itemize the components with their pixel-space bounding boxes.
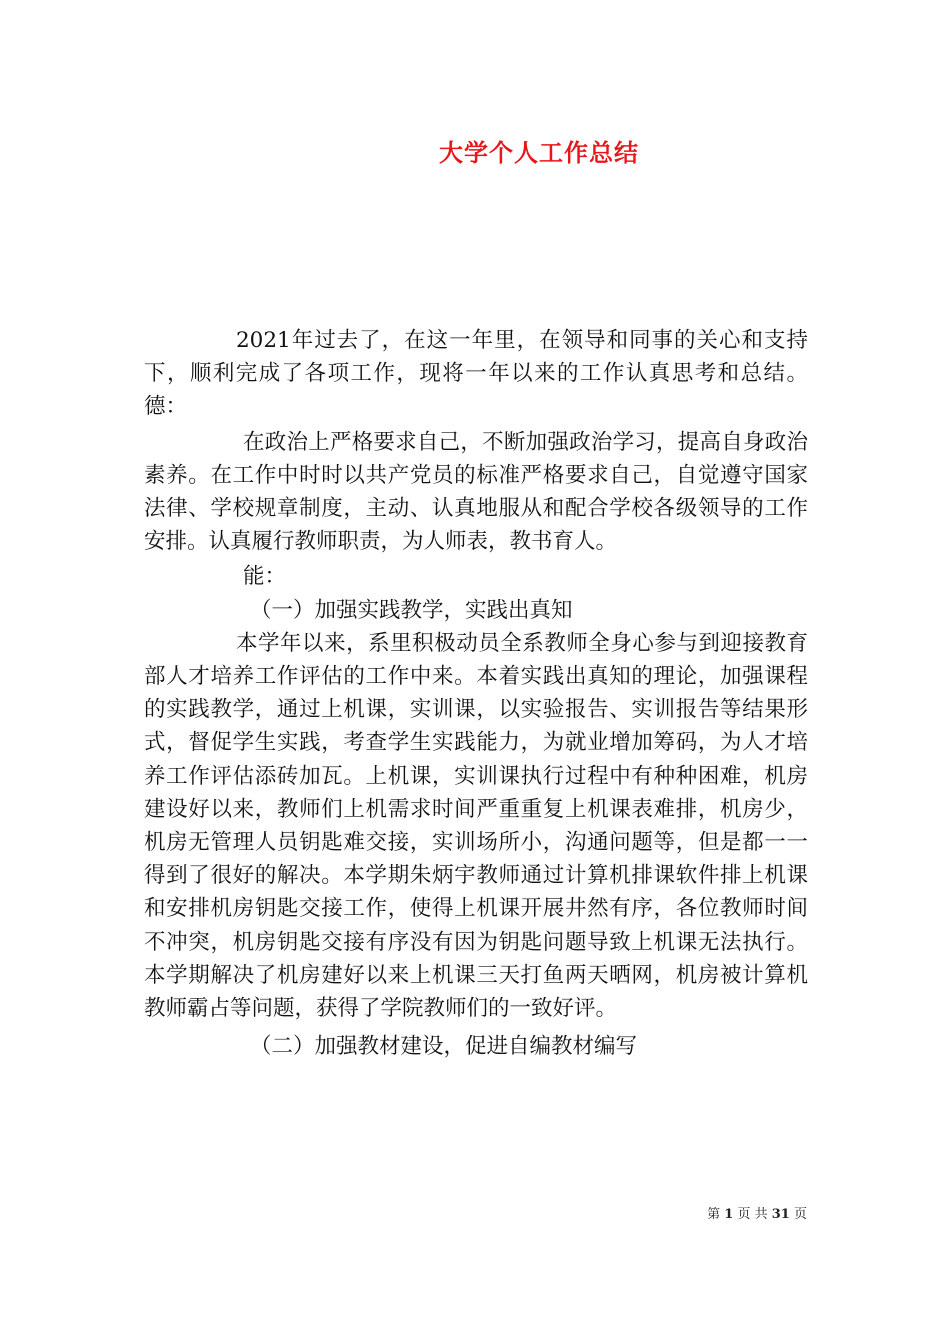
document-body — [144, 324, 808, 1063]
section1-body: 本学年以来，系里积极动员全系教师全身心参与到迎接教育部人才培养工作评估的工作中来。本着实践出真知的理论，加强课程的实践教学，通过上机课，实训课，以实验报告、实训报告等结果形式，督促学生实践，考查学生实践能力，为就业增加筹码，为人才培养工作评估添砖加瓦。上机课，实训课执行过程中有种种困难，机房建设好以来，教师们上机需求时间严重重复上机课表难排，机房少，机房无管理人员钥匙难交接，实训场所小，沟通问题等，但是都一一得到了很好的解决。本学期朱炳宇教师通过计算机排课软件排上机课和安排机房钥匙交接工作，使得上机课开展井然有序，各位教师时间不冲突，机房钥匙交接有序没有因为钥匙问题导致上机课无法执行。本学期解决了机房建好以来上机课三天打鱼两天晒网，机房被计算机教师霸占等问题，获得了学院教师们的一致好评。 — [144, 630, 808, 1022]
footer-suffix: 页 — [793, 1207, 807, 1222]
footer-prefix: 第 — [707, 1207, 721, 1222]
footer-total-pages: 31 — [771, 1207, 790, 1222]
page-footer — [707, 1203, 807, 1222]
footer-current-page: 1 — [724, 1207, 734, 1222]
footer-middle: 页 共 — [737, 1207, 768, 1222]
section2-heading: （二）加强教材建设，促进自编教材编写 — [250, 1034, 638, 1060]
section1-heading: （一）加强实践教学，实践出真知 — [250, 597, 573, 623]
document-title: 大学个人工作总结 — [439, 138, 639, 167]
morality-paragraph: 在政治上严格要求自己，不断加强政治学习，提高自身政治素养。在工作中时时以共产党员的标准严格要求自己，自觉遵守国家法律、学校规章制度，主动、认真地服从和配合学校各级领导的工作安排。认真履行教师职责，为人师表，教书育人。 — [144, 429, 808, 555]
ability-heading: 能： — [243, 564, 287, 590]
intro-paragraph: 2021年过去了，在这一年里，在领导和同事的关心和支持下，顺利完成了各项工作，现将一年以来的工作认真思考和总结。德： — [144, 328, 808, 420]
